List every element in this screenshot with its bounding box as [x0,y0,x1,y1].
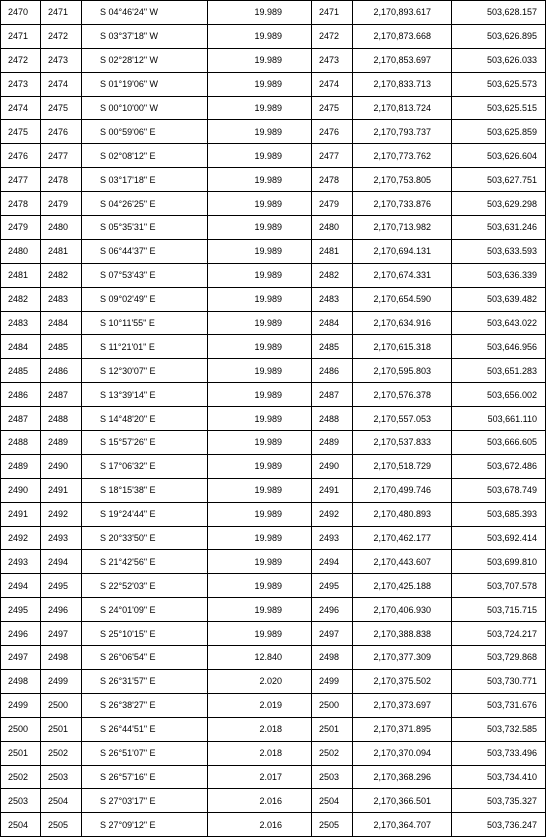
vertex-cell: 2500 [312,693,353,717]
x-coordinate-cell: 503,732.585 [452,717,546,741]
observed-point-cell: 2482 [41,263,82,287]
station-cell: 2496 [1,622,41,646]
vertex-cell: 2479 [312,192,353,216]
bearing-cell: S 09°02'49" E [82,287,208,311]
observed-point-cell: 2471 [41,1,82,25]
station-cell: 2491 [1,502,41,526]
x-coordinate-cell: 503,661.110 [452,407,546,431]
bearing-cell: S 22°52'03" E [82,574,208,598]
x-coordinate-cell: 503,629.298 [452,192,546,216]
bearing-cell: S 10°11'55" E [82,311,208,335]
table-row [1,311,546,335]
distance-cell: 19.989 [208,526,312,550]
y-coordinate-cell: 2,170,462.177 [353,526,452,550]
observed-point-cell: 2490 [41,454,82,478]
distance-cell: 19.989 [208,431,312,455]
distance-cell: 19.989 [208,168,312,192]
x-coordinate-cell: 503,685.393 [452,502,546,526]
observed-point-cell: 2500 [41,693,82,717]
station-cell: 2470 [1,1,41,25]
x-coordinate-cell: 503,625.859 [452,120,546,144]
table-row [1,407,546,431]
bearing-cell: S 02°28'12" W [82,48,208,72]
distance-cell: 12.840 [208,646,312,670]
station-cell: 2485 [1,359,41,383]
vertex-cell: 2481 [312,239,353,263]
station-cell: 2477 [1,168,41,192]
distance-cell: 2.017 [208,765,312,789]
distance-cell: 19.989 [208,48,312,72]
distance-cell: 19.989 [208,72,312,96]
station-cell: 2497 [1,646,41,670]
table-row [1,502,546,526]
y-coordinate-cell: 2,170,368.296 [353,765,452,789]
x-coordinate-cell: 503,736.247 [452,813,546,837]
y-coordinate-cell: 2,170,518.729 [353,454,452,478]
vertex-cell: 2476 [312,120,353,144]
table-row [1,478,546,502]
vertex-cell: 2486 [312,359,353,383]
station-cell: 2487 [1,407,41,431]
y-coordinate-cell: 2,170,634.916 [353,311,452,335]
distance-cell: 19.989 [208,263,312,287]
vertex-cell: 2475 [312,96,353,120]
bearing-cell: S 00°59'06" E [82,120,208,144]
bearing-cell: S 19°24'44" E [82,502,208,526]
x-coordinate-cell: 503,666.605 [452,431,546,455]
y-coordinate-cell: 2,170,388.838 [353,622,452,646]
vertex-cell: 2472 [312,24,353,48]
table-row [1,383,546,407]
station-cell: 2472 [1,48,41,72]
x-coordinate-cell: 503,724.217 [452,622,546,646]
vertex-cell: 2494 [312,550,353,574]
distance-cell: 19.989 [208,574,312,598]
table-row [1,598,546,622]
distance-cell: 19.989 [208,24,312,48]
bearing-cell: S 11°21'01" E [82,335,208,359]
table-row [1,96,546,120]
observed-point-cell: 2479 [41,192,82,216]
station-cell: 2493 [1,550,41,574]
coordinates-table-body [1,1,546,837]
distance-cell: 19.989 [208,239,312,263]
station-cell: 2479 [1,216,41,240]
y-coordinate-cell: 2,170,853.697 [353,48,452,72]
station-cell: 2476 [1,144,41,168]
distance-cell: 19.989 [208,478,312,502]
observed-point-cell: 2487 [41,383,82,407]
y-coordinate-cell: 2,170,377.309 [353,646,452,670]
bearing-cell: S 25°10'15" E [82,622,208,646]
table-row [1,144,546,168]
vertex-cell: 2480 [312,216,353,240]
station-cell: 2502 [1,765,41,789]
observed-point-cell: 2493 [41,526,82,550]
y-coordinate-cell: 2,170,557.053 [353,407,452,431]
observed-point-cell: 2476 [41,120,82,144]
x-coordinate-cell: 503,735.327 [452,789,546,813]
x-coordinate-cell: 503,734.410 [452,765,546,789]
observed-point-cell: 2474 [41,72,82,96]
table-row [1,741,546,765]
table-row [1,48,546,72]
distance-cell: 19.989 [208,383,312,407]
table-row [1,789,546,813]
table-row [1,693,546,717]
table-row [1,526,546,550]
distance-cell: 2.020 [208,669,312,693]
bearing-cell: S 27°03'17" E [82,789,208,813]
distance-cell: 2.016 [208,789,312,813]
observed-point-cell: 2477 [41,144,82,168]
bearing-cell: S 04°26'25" E [82,192,208,216]
observed-point-cell: 2488 [41,407,82,431]
vertex-cell: 2487 [312,383,353,407]
station-cell: 2481 [1,263,41,287]
vertex-cell: 2482 [312,263,353,287]
distance-cell: 19.989 [208,622,312,646]
y-coordinate-cell: 2,170,753.805 [353,168,452,192]
y-coordinate-cell: 2,170,893.617 [353,1,452,25]
y-coordinate-cell: 2,170,615.318 [353,335,452,359]
observed-point-cell: 2503 [41,765,82,789]
distance-cell: 19.989 [208,192,312,216]
bearing-cell: S 12°30'07" E [82,359,208,383]
distance-cell: 19.989 [208,120,312,144]
distance-cell: 19.989 [208,359,312,383]
table-row [1,1,546,25]
observed-point-cell: 2498 [41,646,82,670]
vertex-cell: 2473 [312,48,353,72]
station-cell: 2486 [1,383,41,407]
bearing-cell: S 04°46'24" W [82,1,208,25]
y-coordinate-cell: 2,170,793.737 [353,120,452,144]
x-coordinate-cell: 503,678.749 [452,478,546,502]
observed-point-cell: 2481 [41,239,82,263]
bearing-cell: S 07°53'43" E [82,263,208,287]
x-coordinate-cell: 503,672.486 [452,454,546,478]
table-row [1,72,546,96]
station-cell: 2495 [1,598,41,622]
station-cell: 2474 [1,96,41,120]
vertex-cell: 2505 [312,813,353,837]
observed-point-cell: 2472 [41,24,82,48]
bearing-cell: S 26°57'16" E [82,765,208,789]
station-cell: 2480 [1,239,41,263]
bearing-cell: S 17°06'32" E [82,454,208,478]
station-cell: 2492 [1,526,41,550]
observed-point-cell: 2486 [41,359,82,383]
vertex-cell: 2474 [312,72,353,96]
vertex-cell: 2477 [312,144,353,168]
bearing-cell: S 00°10'00" W [82,96,208,120]
observed-point-cell: 2485 [41,335,82,359]
bearing-cell: S 06°44'37" E [82,239,208,263]
bearing-cell: S 14°48'20" E [82,407,208,431]
bearing-cell: S 21°42'56" E [82,550,208,574]
x-coordinate-cell: 503,628.157 [452,1,546,25]
distance-cell: 19.989 [208,144,312,168]
vertex-cell: 2502 [312,741,353,765]
x-coordinate-cell: 503,627.751 [452,168,546,192]
vertex-cell: 2503 [312,765,353,789]
station-cell: 2483 [1,311,41,335]
distance-cell: 19.989 [208,216,312,240]
vertex-cell: 2504 [312,789,353,813]
table-row [1,359,546,383]
x-coordinate-cell: 503,626.033 [452,48,546,72]
x-coordinate-cell: 503,699.810 [452,550,546,574]
table-row [1,287,546,311]
y-coordinate-cell: 2,170,375.502 [353,669,452,693]
table-row [1,216,546,240]
observed-point-cell: 2497 [41,622,82,646]
table-row [1,431,546,455]
distance-cell: 19.989 [208,311,312,335]
vertex-cell: 2478 [312,168,353,192]
y-coordinate-cell: 2,170,366.501 [353,789,452,813]
observed-point-cell: 2483 [41,287,82,311]
bearing-cell: S 26°06'54" E [82,646,208,670]
bearing-cell: S 24°01'09" E [82,598,208,622]
y-coordinate-cell: 2,170,499.746 [353,478,452,502]
observed-point-cell: 2505 [41,813,82,837]
station-cell: 2504 [1,813,41,837]
observed-point-cell: 2473 [41,48,82,72]
y-coordinate-cell: 2,170,833.713 [353,72,452,96]
distance-cell: 2.018 [208,741,312,765]
bearing-cell: S 02°08'12" E [82,144,208,168]
y-coordinate-cell: 2,170,713.982 [353,216,452,240]
vertex-cell: 2492 [312,502,353,526]
x-coordinate-cell: 503,730.771 [452,669,546,693]
y-coordinate-cell: 2,170,480.893 [353,502,452,526]
x-coordinate-cell: 503,626.604 [452,144,546,168]
station-cell: 2490 [1,478,41,502]
bearing-cell: S 18°15'38" E [82,478,208,502]
x-coordinate-cell: 503,626.895 [452,24,546,48]
distance-cell: 19.989 [208,502,312,526]
station-cell: 2484 [1,335,41,359]
observed-point-cell: 2501 [41,717,82,741]
station-cell: 2498 [1,669,41,693]
table-row [1,120,546,144]
distance-cell: 19.989 [208,407,312,431]
y-coordinate-cell: 2,170,373.697 [353,693,452,717]
vertex-cell: 2490 [312,454,353,478]
observed-point-cell: 2475 [41,96,82,120]
x-coordinate-cell: 503,651.283 [452,359,546,383]
y-coordinate-cell: 2,170,425.188 [353,574,452,598]
distance-cell: 2.018 [208,717,312,741]
x-coordinate-cell: 503,646.956 [452,335,546,359]
observed-point-cell: 2489 [41,431,82,455]
distance-cell: 19.989 [208,1,312,25]
bearing-cell: S 13°39'14" E [82,383,208,407]
y-coordinate-cell: 2,170,773.762 [353,144,452,168]
y-coordinate-cell: 2,170,443.607 [353,550,452,574]
vertex-cell: 2496 [312,598,353,622]
x-coordinate-cell: 503,715.715 [452,598,546,622]
bearing-cell: S 26°51'07" E [82,741,208,765]
x-coordinate-cell: 503,656.002 [452,383,546,407]
distance-cell: 19.989 [208,335,312,359]
station-cell: 2500 [1,717,41,741]
station-cell: 2475 [1,120,41,144]
x-coordinate-cell: 503,733.496 [452,741,546,765]
x-coordinate-cell: 503,731.676 [452,693,546,717]
x-coordinate-cell: 503,631.246 [452,216,546,240]
x-coordinate-cell: 503,639.482 [452,287,546,311]
observed-point-cell: 2499 [41,669,82,693]
bearing-cell: S 27°09'12" E [82,813,208,837]
table-row [1,263,546,287]
distance-cell: 19.989 [208,598,312,622]
observed-point-cell: 2496 [41,598,82,622]
table-row [1,24,546,48]
table-row [1,622,546,646]
observed-point-cell: 2491 [41,478,82,502]
station-cell: 2489 [1,454,41,478]
table-row [1,813,546,837]
station-cell: 2478 [1,192,41,216]
station-cell: 2482 [1,287,41,311]
bearing-cell: S 03°17'18" E [82,168,208,192]
vertex-cell: 2498 [312,646,353,670]
vertex-cell: 2499 [312,669,353,693]
distance-cell: 19.989 [208,550,312,574]
observed-point-cell: 2480 [41,216,82,240]
table-row [1,335,546,359]
bearing-cell: S 26°44'51" E [82,717,208,741]
vertex-cell: 2497 [312,622,353,646]
station-cell: 2471 [1,24,41,48]
vertex-cell: 2488 [312,407,353,431]
distance-cell: 2.019 [208,693,312,717]
y-coordinate-cell: 2,170,370.094 [353,741,452,765]
x-coordinate-cell: 503,636.339 [452,263,546,287]
observed-point-cell: 2495 [41,574,82,598]
vertex-cell: 2484 [312,311,353,335]
vertex-cell: 2495 [312,574,353,598]
table-row [1,646,546,670]
y-coordinate-cell: 2,170,813.724 [353,96,452,120]
y-coordinate-cell: 2,170,406.930 [353,598,452,622]
vertex-cell: 2483 [312,287,353,311]
table-row [1,454,546,478]
table-row [1,574,546,598]
x-coordinate-cell: 503,729.868 [452,646,546,670]
y-coordinate-cell: 2,170,364.707 [353,813,452,837]
y-coordinate-cell: 2,170,595.803 [353,359,452,383]
x-coordinate-cell: 503,692.414 [452,526,546,550]
table-row [1,192,546,216]
distance-cell: 19.989 [208,96,312,120]
observed-point-cell: 2502 [41,741,82,765]
y-coordinate-cell: 2,170,733.876 [353,192,452,216]
y-coordinate-cell: 2,170,576.378 [353,383,452,407]
station-cell: 2499 [1,693,41,717]
distance-cell: 19.989 [208,287,312,311]
observed-point-cell: 2478 [41,168,82,192]
bearing-cell: S 26°38'27" E [82,693,208,717]
station-cell: 2503 [1,789,41,813]
bearing-cell: S 26°31'57" E [82,669,208,693]
y-coordinate-cell: 2,170,654.590 [353,287,452,311]
observed-point-cell: 2484 [41,311,82,335]
table-row [1,765,546,789]
y-coordinate-cell: 2,170,674.331 [353,263,452,287]
y-coordinate-cell: 2,170,371.895 [353,717,452,741]
x-coordinate-cell: 503,643.022 [452,311,546,335]
bearing-cell: S 05°35'31" E [82,216,208,240]
station-cell: 2488 [1,431,41,455]
vertex-cell: 2493 [312,526,353,550]
table-row [1,717,546,741]
x-coordinate-cell: 503,633.593 [452,239,546,263]
observed-point-cell: 2492 [41,502,82,526]
vertex-cell: 2485 [312,335,353,359]
x-coordinate-cell: 503,707.578 [452,574,546,598]
y-coordinate-cell: 2,170,537.833 [353,431,452,455]
vertex-cell: 2491 [312,478,353,502]
distance-cell: 19.989 [208,454,312,478]
bearing-cell: S 20°33'50" E [82,526,208,550]
observed-point-cell: 2504 [41,789,82,813]
station-cell: 2501 [1,741,41,765]
x-coordinate-cell: 503,625.573 [452,72,546,96]
station-cell: 2494 [1,574,41,598]
table-row [1,239,546,263]
bearing-cell: S 01°19'06" W [82,72,208,96]
distance-cell: 2.016 [208,813,312,837]
observed-point-cell: 2494 [41,550,82,574]
bearing-cell: S 15°57'26" E [82,431,208,455]
vertex-cell: 2489 [312,431,353,455]
vertex-cell: 2501 [312,717,353,741]
vertex-cell: 2471 [312,1,353,25]
station-cell: 2473 [1,72,41,96]
bearing-cell: S 03°37'18" W [82,24,208,48]
table-row [1,168,546,192]
y-coordinate-cell: 2,170,873.668 [353,24,452,48]
y-coordinate-cell: 2,170,694.131 [353,239,452,263]
table-row [1,550,546,574]
table-row [1,669,546,693]
x-coordinate-cell: 503,625.515 [452,96,546,120]
